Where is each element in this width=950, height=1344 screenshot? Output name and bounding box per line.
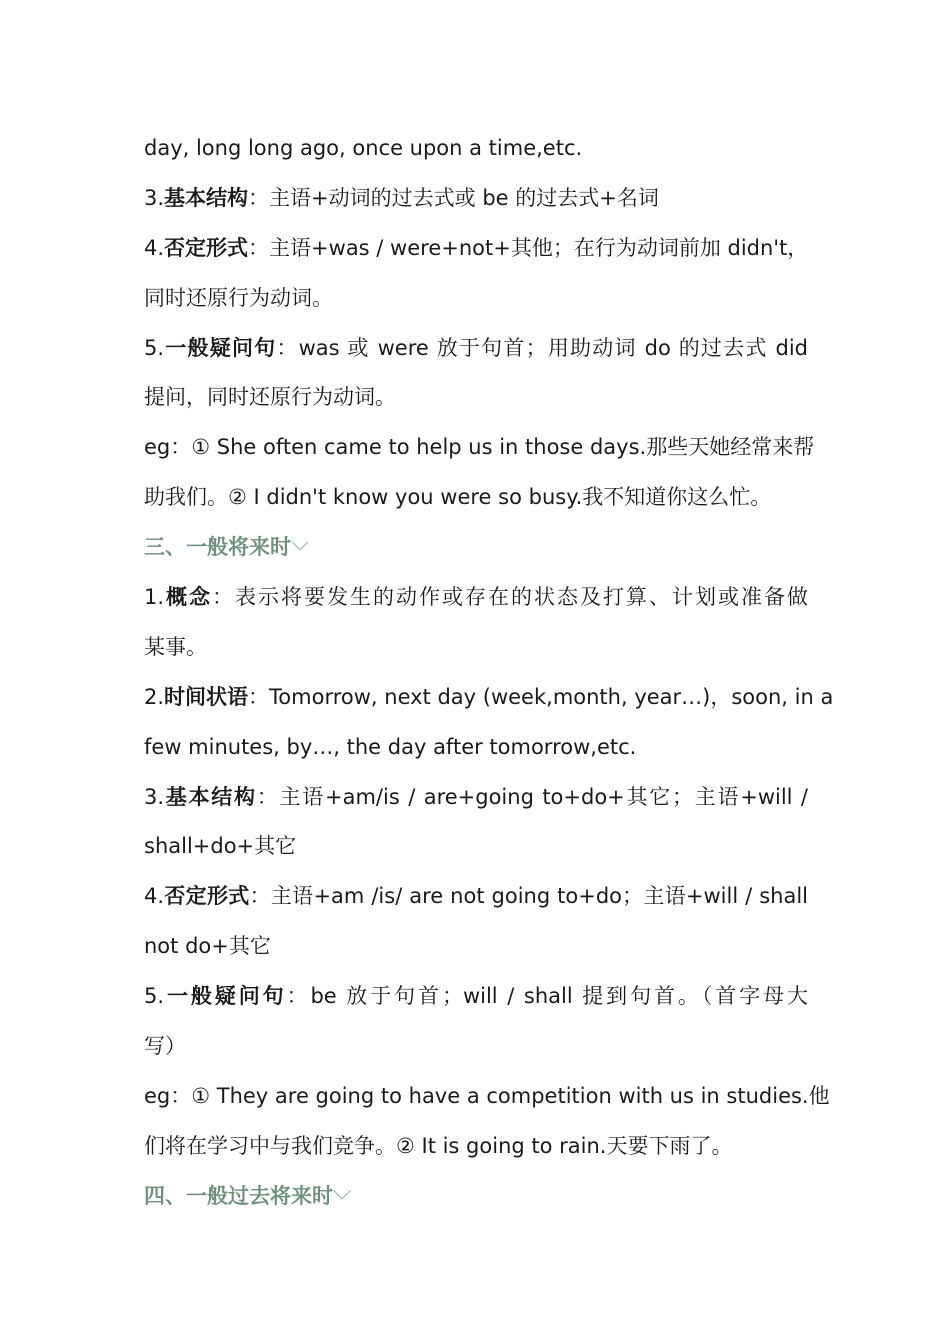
text-line: 1.概念：表示将要发生的动作或存在的状态及打算、计划或准备做 (144, 585, 809, 610)
text-line: 5.一般疑问句：was 或 were 放于句首；用助动词 do 的过去式 did (144, 335, 808, 360)
text-line: 同时还原行为动词。 (144, 285, 333, 310)
term-label: 一般疑问句 (164, 335, 277, 360)
text-line: not do+其它 (144, 934, 271, 959)
term-label: 概念 (164, 585, 213, 610)
example-line: eg：① They are going to have a competition with us in studies.他 (144, 1083, 830, 1108)
example-line: eg：① She often came to help us in those days.那些天她经常来帮 (144, 435, 815, 460)
term-label: 否定形式 (164, 884, 250, 909)
section-heading: 三、一般将来时 (144, 523, 808, 573)
term-label: 时间状语 (164, 684, 249, 709)
text-line: few minutes, by…, the day after tomorrow,etc. (144, 734, 637, 759)
term-label: 一般疑问句 (164, 984, 287, 1009)
chevron-down-icon (334, 1182, 351, 1199)
text-line: day, long long ago, once upon a time,etc. (144, 136, 583, 160)
term-label: 基本结构 (164, 784, 257, 809)
document-page (144, 124, 834, 1222)
text-line: 写） (144, 1034, 186, 1059)
section-heading: 四、一般过去将来时 (144, 1172, 808, 1222)
text-line: 某事。 (144, 634, 207, 659)
term-label: 基本结构 (164, 185, 249, 210)
text-line: 3.基本结构：主语+动词的过去式或 be 的过去式+名词 (144, 185, 659, 210)
text-line: 4.否定形式：主语+was / were+not+其他；在行为动词前加 didn't， (144, 235, 809, 260)
example-line: 助我们。② I didn't know you were so busy.我不知道你这么忙。 (144, 485, 772, 510)
chevron-down-icon (292, 534, 309, 551)
text-line: 4.否定形式：主语+am /is/ are not going to+do；主语+will / shall (144, 884, 809, 909)
text-line: 2.时间状语：Tomorrow, next day (week,month, year…)，soon, in a (144, 684, 834, 709)
example-line: 们将在学习中与我们竞争。② It is going to rain.天要下雨了。 (144, 1133, 733, 1158)
term-label: 否定形式 (164, 235, 249, 260)
text-line: 5.一般疑问句：be 放于句首；will / shall 提到句首。（首字母大 (144, 984, 809, 1009)
text-line: shall+do+其它 (144, 834, 297, 859)
text-line: 3.基本结构：主语+am/is / are+going to+do+其它；主语+will / (144, 784, 809, 809)
text-line: 提问，同时还原行为动词。 (144, 385, 396, 410)
